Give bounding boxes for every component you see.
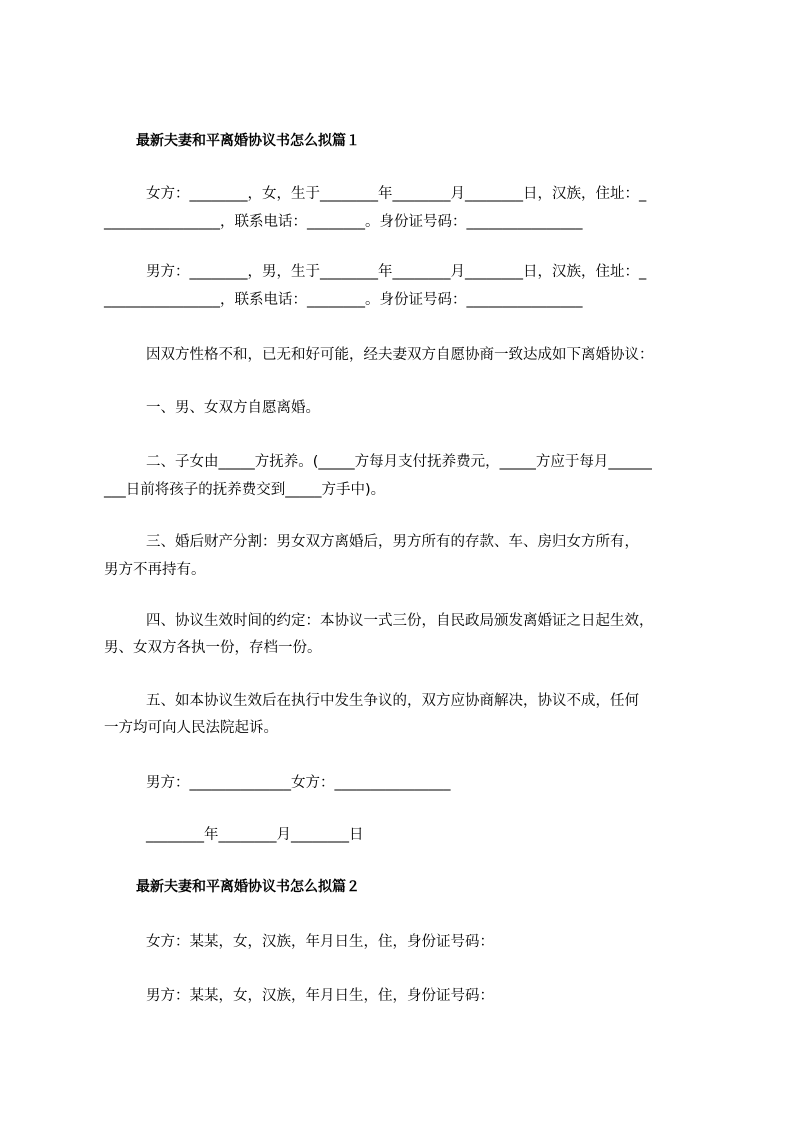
clause-1: 一、男、女双方自愿离婚。 xyxy=(146,400,320,416)
clause-2-line1: 二、子女由_____方抚养。(_____方每月支付抚养费元，_____方应于每月______ xyxy=(146,454,652,470)
date-line: ________年________月________日 xyxy=(146,827,364,843)
male-info-line1: 男方：________，男，生于________年________月________日，汉族，住址：_ xyxy=(146,264,647,280)
clause-3-line1: 三、婚后财产分割：男女双方离婚后，男方所有的存款、车、房归女方所有， xyxy=(146,534,639,550)
agreement-intro: 因双方性格不和，已无和好可能，经夫妻双方自愿协商一致达成如下离婚协议： xyxy=(146,347,654,363)
clause-2-line2: ___日前将孩子的抚养费交到_____方手中)。 xyxy=(104,482,386,498)
clause-4-line2: 男、女双方各执一份，存档一份。 xyxy=(104,640,322,656)
clause-5-line1: 五、如本协议生效后在执行中发生争议的，双方应协商解决，协议不成，任何 xyxy=(146,693,639,709)
female-info-line2: ________________，联系电话：________。身份证号码：________________ xyxy=(104,214,583,230)
male-info-line2: ________________，联系电话：________。身份证号码：________________ xyxy=(104,292,583,308)
section1-title: 最新夫妻和平离婚协议书怎么拟篇１ xyxy=(136,133,360,149)
signature-line: 男方：______________女方：________________ xyxy=(146,775,451,791)
section2-title: 最新夫妻和平离婚协议书怎么拟篇２ xyxy=(136,879,360,895)
section2-male-line: 男方：某某，女，汉族，年月日生，住，身份证号码： xyxy=(146,988,494,1004)
clause-4-line1: 四、协议生效时间的约定：本协议一式三份，自民政局颁发离婚证之日起生效， xyxy=(146,613,654,629)
clause-5-line2: 一方均可向人民法院起诉。 xyxy=(104,720,278,736)
section2-female-line: 女方：某某，女，汉族，年月日生，住，身份证号码： xyxy=(146,934,494,950)
clause-3-line2: 男方不再持有。 xyxy=(104,562,206,578)
female-info-line1: 女方：________，女，生于________年________月________日，汉族，住址：_ xyxy=(146,186,647,202)
